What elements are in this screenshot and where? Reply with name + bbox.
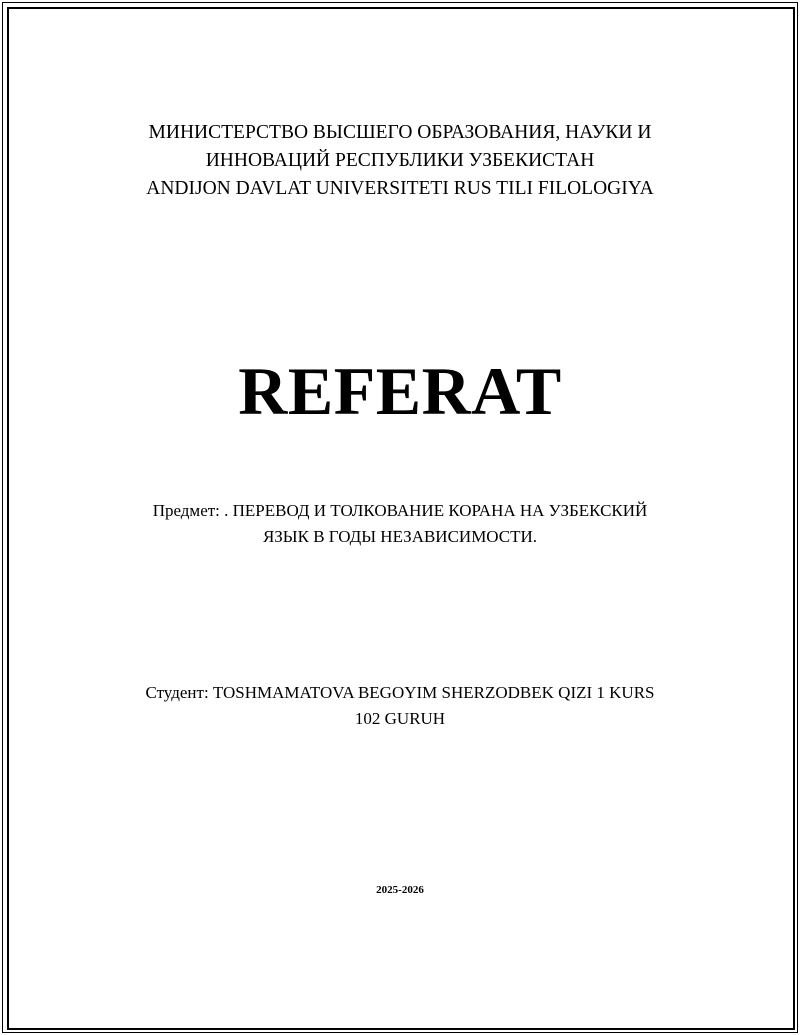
university-line: ANDIJON DAVLAT UNIVERSITETI RUS TILI FILOLOGIYA <box>146 178 654 199</box>
student-line-2: 102 GURUH <box>354 709 446 728</box>
subject-line-1: Предмет: . ПЕРЕВОД И ТОЛКОВАНИЕ КОРАНА НА УЗБЕКСКИЙ <box>152 501 648 520</box>
subject-line-2: ЯЗЫК В ГОДЫ НЕЗАВИСИМОСТИ. <box>262 527 538 546</box>
student-line-1: Студент: TOSHMAMATOVA BEGOYIM SHERZODBEK QIZI 1 KURS <box>145 683 655 702</box>
academic-year: 2025-2026 <box>376 884 424 896</box>
ministry-line-1: МИНИСТЕРСТВО ВЫСШЕГО ОБРАЗОВАНИЯ, НАУКИ И <box>148 122 652 143</box>
ministry-line-2: ИННОВАЦИЙ РЕСПУБЛИКИ УЗБЕКИСТАН <box>205 150 595 171</box>
document-title: REFERAT <box>238 353 562 429</box>
